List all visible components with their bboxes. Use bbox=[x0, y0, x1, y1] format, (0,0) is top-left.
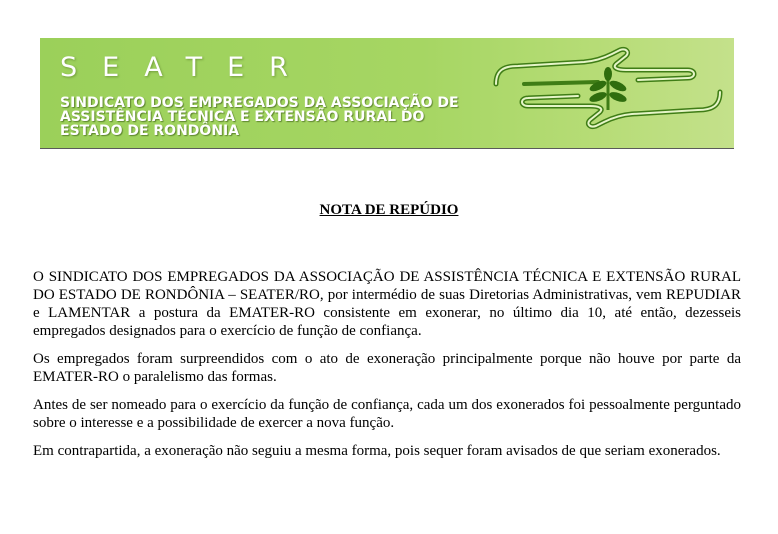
header-divider bbox=[40, 148, 734, 149]
paragraph: Os empregados foram surpreendidos com o ato de exoneração principalmente porque não houve por parte da EMATER-RO o paralelismo das formas. bbox=[33, 351, 741, 385]
union-name-line-1: SINDICATO DOS EMPREGADOS DA ASSOCIAÇÃO DE bbox=[60, 95, 459, 111]
brand-name: SEATER bbox=[60, 52, 313, 83]
hands-with-sprout-icon bbox=[488, 40, 728, 140]
union-name-line-2: ASSISTÊNCIA TÉCNICA E EXTENSÃO RURAL DO bbox=[60, 109, 425, 125]
union-full-name bbox=[60, 96, 550, 138]
document-body bbox=[33, 268, 741, 470]
paragraph: Em contrapartida, a exoneração não seguiu a mesma forma, pois sequer foram avisados de que seriam exonerados. bbox=[33, 443, 721, 459]
document-title: NOTA DE REPÚDIO bbox=[319, 202, 459, 218]
paragraph: Antes de ser nomeado para o exercício da função de confiança, cada um dos exonerados foi pessoalmente perguntado sobre o interesse e a possibilidade de exercer a nova função. bbox=[33, 397, 741, 431]
union-name-line-3: ESTADO DE RONDÔNIA bbox=[60, 123, 240, 139]
header-banner bbox=[40, 38, 734, 148]
paragraph: O SINDICATO DOS EMPREGADOS DA ASSOCIAÇÃO DE ASSISTÊNCIA TÉCNICA E EXTENSÃO RURAL DO ESTADO DE RONDÔNIA – SEATER/RO, por intermédio de suas Diretorias Administrativas, vem REPUDIAR e LAMENTAR a postura da EMATER-RO consistente em exonerar, no último dia 10, até então, dezesseis empregados designados para o exercício de função de confiança. bbox=[33, 269, 741, 339]
